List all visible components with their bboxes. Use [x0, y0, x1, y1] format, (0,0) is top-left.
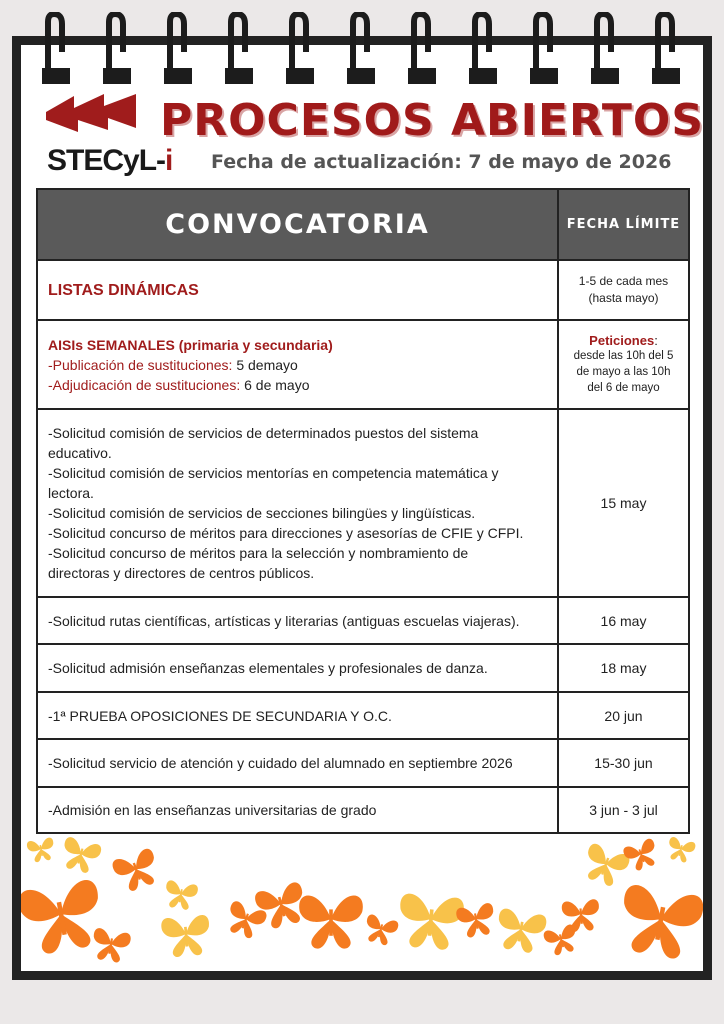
table-row	[37, 692, 689, 739]
butterfly-icon	[21, 878, 107, 957]
row-text: -Solicitud servicio de atención y cuidado del alumnado en septiembre 2026	[37, 739, 558, 787]
butterfly-icon	[163, 880, 199, 912]
binder-ring	[103, 14, 131, 84]
row-date: 18 may	[558, 644, 689, 692]
butterfly-icon	[299, 896, 363, 949]
butterfly-icon	[161, 914, 212, 958]
binder-ring	[408, 14, 436, 84]
table-row	[37, 409, 689, 597]
update-date: Fecha de actualización: 7 de mayo de 2026	[211, 151, 672, 173]
butterfly-icon	[362, 914, 400, 948]
butterfly-icon	[665, 836, 696, 864]
binder-ring	[347, 14, 375, 84]
binder-ring	[164, 14, 192, 84]
group-date: 15 may	[558, 409, 689, 597]
page-title: PROCESOS ABIERTOS	[160, 95, 705, 146]
butterfly-icon	[397, 893, 465, 951]
column-header-fecha-limite: FECHA LÍMITE	[558, 189, 689, 260]
butterfly-icon	[90, 927, 132, 964]
row-date: 3 jun - 3 jul	[558, 787, 689, 833]
butterfly-icon	[494, 908, 548, 955]
butterfly-icon	[615, 883, 703, 962]
butterfly-icon	[59, 836, 103, 876]
table-row	[37, 787, 689, 833]
binder-ring	[469, 14, 497, 84]
processes-table	[36, 188, 690, 834]
aisis-cell: AISIs SEMANALES (primaria y secundaria) -Publicación de sustituciones: 5 demayo -Adjudicación de sustituciones: 6 de mayo	[37, 320, 558, 409]
column-header-convocatoria: CONVOCATORIA	[37, 189, 558, 260]
table-row	[37, 597, 689, 644]
row-text: -Solicitud admisión enseñanzas elementales y profesionales de danza.	[37, 644, 558, 692]
listas-title: LISTAS DINÁMICAS	[37, 260, 558, 320]
row-text: -Solicitud rutas científicas, artísticas y literarias (antiguas escuelas viajeras).	[37, 597, 558, 644]
table-row	[37, 260, 689, 320]
binder-ring	[591, 14, 619, 84]
binder-ring	[652, 14, 680, 84]
butterfly-decoration	[21, 834, 703, 974]
binder-ring	[530, 14, 558, 84]
butterfly-icon	[26, 837, 56, 863]
row-date: 20 jun	[558, 692, 689, 739]
table-header-row	[37, 189, 689, 260]
row-date: 16 may	[558, 597, 689, 644]
row-text: -Admisión en las enseñanzas universitarias de grado	[37, 787, 558, 833]
table-row	[37, 320, 689, 409]
butterfly-icon	[455, 902, 497, 939]
binder-ring	[42, 14, 70, 84]
group-cell: -Solicitud comisión de servicios de determinados puestos del sistema educativo. -Solicitud comisión de servicios mentorías en competencia matemática y lectora. -Solicitud comisión de servicios de secciones bilingües y lingüísticas. -Solicitud concurso de méritos para direcciones y asesorías de CFIE y CFPI. -Solicitud concurso de méritos para la selección y nombramiento de directoras y directores de centros públicos.	[37, 409, 558, 597]
aisis-date: Peticiones: desde las 10h del 5 de mayo a las 10h del 6 de mayo	[558, 320, 689, 409]
listas-date: 1-5 de cada mes (hasta mayo)	[558, 260, 689, 320]
binder-ring	[286, 14, 314, 84]
spiral-binding	[0, 12, 724, 88]
logo-text: STECyL-i	[47, 144, 173, 177]
butterfly-icon	[622, 838, 661, 874]
butterfly-icon	[111, 847, 163, 895]
row-text: -1ª PRUEBA OPOSICIONES DE SECUNDARIA Y O.C.	[37, 692, 558, 739]
butterfly-icon	[579, 842, 631, 890]
table-row	[37, 644, 689, 692]
table-row	[37, 739, 689, 787]
binder-ring	[225, 14, 253, 84]
row-date: 15-30 jun	[558, 739, 689, 787]
